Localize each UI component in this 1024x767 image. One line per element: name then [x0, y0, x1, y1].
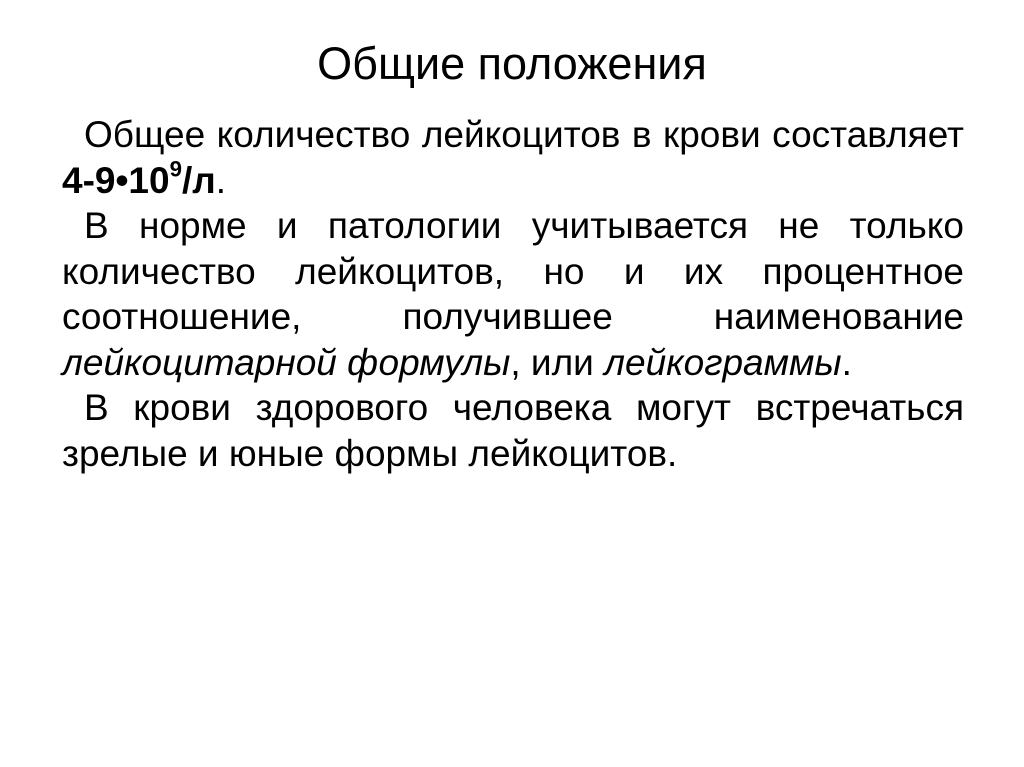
paragraph-leukocyte-formula — [62, 203, 964, 385]
count-value-unit: /л — [181, 159, 216, 201]
term-leukogram: лейкограммы — [604, 341, 842, 383]
paragraph-leukocyte-forms: В крови здорового человека могут встречаться зрелые и юные формы лейкоцитов. — [62, 387, 964, 474]
paragraph-1-text: Общее количество лейкоцитов в крови составляет — [84, 114, 964, 155]
slide-title: Общие положения — [317, 38, 707, 89]
paragraph-leukocyte-count — [62, 112, 964, 203]
paragraph-2-end: . — [841, 341, 852, 383]
count-value-base: 4-9•10 — [62, 159, 170, 201]
term-leukocyte-formula: лейкоцитарной формулы — [62, 341, 511, 383]
count-value-exponent: 9 — [169, 155, 182, 181]
paragraph-1-end: . — [215, 159, 227, 201]
paragraph-2-middle: , или — [510, 341, 605, 383]
paragraph-2-text: В норме и патологии учитывается не только количество лейкоцитов, но и их процентное соотношение, получившее наименование — [62, 205, 964, 337]
leukocyte-count-value — [62, 155, 216, 201]
slide-body — [62, 112, 964, 476]
